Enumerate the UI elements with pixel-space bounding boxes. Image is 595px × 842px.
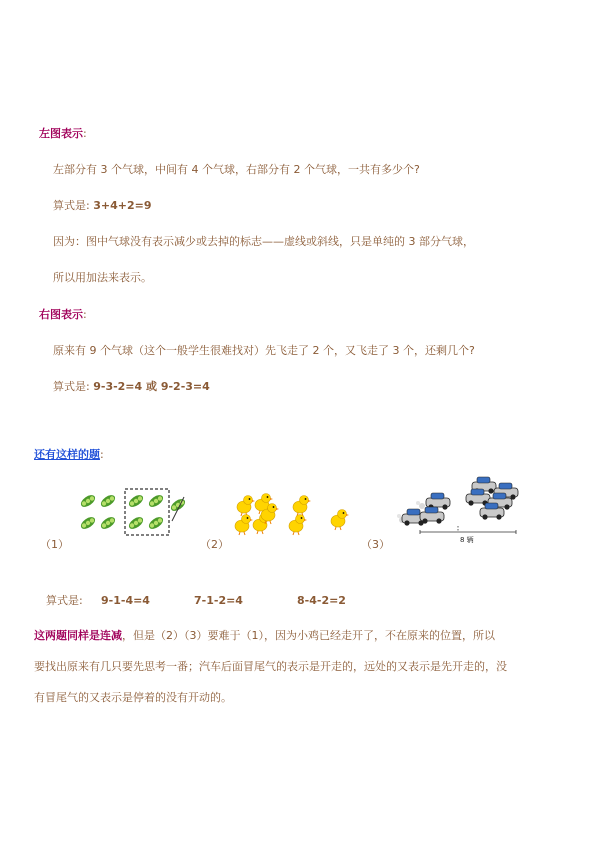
left-figure-heading: 左图表示:: [39, 127, 87, 140]
left-reason-line-1: 因为：图中气球没有表示减少或去掉的标志——虚线或斜线，只是单纯的 3 部分气球，: [53, 235, 474, 248]
cars-figure: [396, 472, 526, 544]
car-count-caption: 8 辆: [460, 536, 474, 544]
left-question: 左部分有 3 个气球，中间有 4 个气球，右部分有 2 个气球，一共有多少个?: [53, 163, 420, 176]
chick-icon: [235, 515, 253, 536]
answers-prefix: 算式是:: [46, 594, 83, 607]
answer-2: 7-1-2=4: [194, 594, 243, 607]
more-problems-heading: 还有这样的题:: [34, 448, 104, 461]
summary-line-2: 要找出原来有几只要先思考一番；汽车后面冒尾气的表示是开走的，远处的又表示是先开走的，没: [34, 660, 507, 673]
figure-1-label: （1）: [40, 538, 69, 551]
pea-pod-icon: [99, 493, 117, 510]
exhaust-icon: [416, 501, 420, 505]
pea-pods-figure: [76, 487, 188, 537]
chick-icon: [293, 496, 311, 517]
pea-pod-icon: [147, 515, 165, 532]
pea-pod-icon: [147, 493, 165, 510]
right-figure-heading: 右图表示:: [39, 308, 87, 321]
summary-line-1: 这两题同样是连减，但是（2）（3）要难于（1），因为小鸡已经走开了，不在原来的位置，所以: [34, 629, 495, 642]
figure-2-label: （2）: [200, 538, 229, 551]
chicks-figure: [230, 490, 356, 536]
more-problems-link[interactable]: 还有这样的题: [34, 448, 100, 461]
answer-3: 8-4-2=2: [297, 594, 346, 607]
chick-icon: [237, 496, 255, 517]
figure-3-label: （3）: [361, 538, 390, 551]
left-formula: 算式是: 3+4+2=9: [53, 199, 152, 212]
exhaust-icon: [419, 503, 425, 509]
exhaust-icon: [397, 514, 401, 518]
left-reason-line-2: 所以用加法来表示。: [53, 271, 152, 284]
right-question: 原来有 9 个气球（这个一般学生很难找对）先飞走了 2 个，又飞走了 3 个，还剩几个?: [53, 344, 475, 357]
summary-line-3: 有冒尾气的又表示是停着的没有开动的。: [34, 691, 232, 704]
pea-pod-icon: [99, 515, 117, 532]
pea-pod-icon: [79, 515, 97, 532]
pea-pod-icon: [169, 497, 187, 514]
chick-icon: [331, 510, 349, 531]
car-icon: [420, 507, 444, 524]
chick-icon: [289, 515, 307, 536]
pea-pod-icon: [79, 493, 97, 510]
right-formula: 算式是: 9-3-2=4 或 9-2-3=4: [53, 380, 210, 393]
pea-pod-icon: [127, 493, 145, 510]
pea-pod-icon: [127, 515, 145, 532]
answer-1: 9-1-4=4: [101, 594, 150, 607]
